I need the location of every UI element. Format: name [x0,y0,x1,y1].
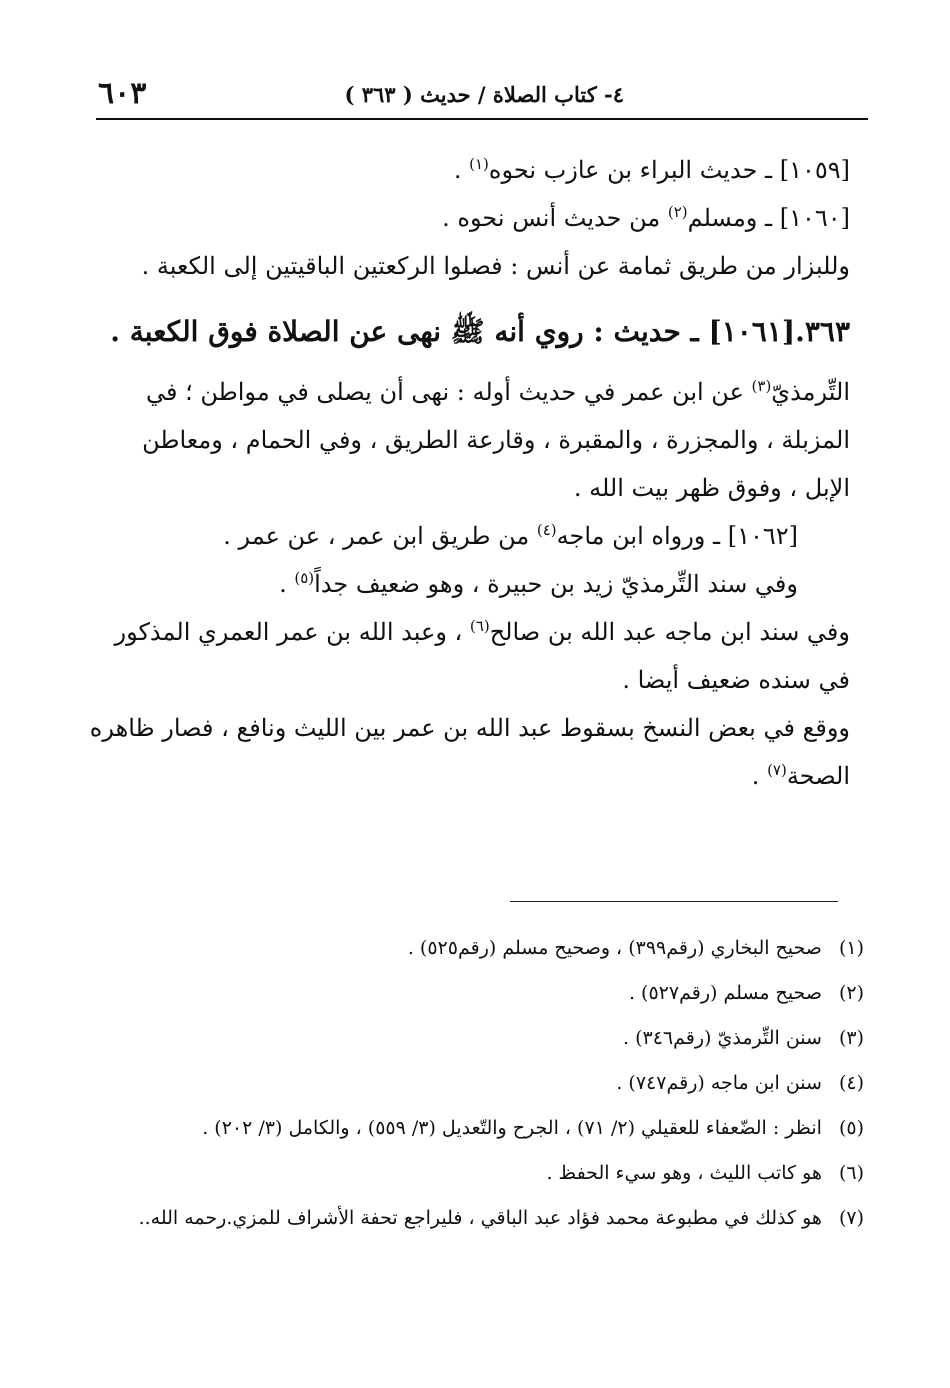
page-number: ٦٠٣ [98,76,147,111]
main-text [90,146,850,800]
paragraph-tirmidhi: التِّرمذيّ$^{(٣)}$ عن ابن عمر في حديث أوله : نهى أن يصلى في مواطن ؛ في [146,377,850,406]
text-line-1062: [١٠٦٢] ـ ورواه ابن ماجه$^{(٤)}$ من طريق ابن عمر ، عن عمر . [223,521,798,550]
footnote-ref-5: (٥) [294,569,315,587]
footnote-separator [510,901,838,902]
text-line-ibn-majah-chain: وفي سند ابن ماجه عبد الله بن صالح$^{(٦)}$ ، وعبد الله بن عمر العمري المذكور [114,617,850,646]
running-header [98,78,864,118]
header-rule [96,118,868,120]
footnote-ref-3: (٣) [751,377,772,395]
paragraph-tirmidhi-line2: المزبلة ، والمجزرة ، والمقبرة ، وقارعة الطريق ، وفي الحمام ، ومعاطن [142,426,850,454]
text-line-1060: [١٠٦٠] ـ ومسلم$^{(٢)}$ من حديث أنس نحوه . [442,203,850,232]
text-line-ibn-majah-chain-2: في سنده ضعيف أيضا . [622,666,850,694]
hadith-heading: ٣٦٣.[١٠٦١] ـ حديث : روي أنه ﷺ نهى عن الصلاة فوق الكعبة . [110,315,850,348]
footnote-4: (٤) سنن ابن ماجه (رقم٧٤٧) . [616,1072,864,1094]
text-line-bazzar: وللبزار من طريق ثمامة عن أنس : فصلوا الركعتين الباقيتين إلى الكعبة . [141,252,850,280]
footnote-5: (٥) انظر : الضّعفاء للعقيلي (٢/ ٧١) ، الجرح والتّعديل (٣/ ٥٥٩) ، والكامل (٣/ ٢٠٢) . [202,1117,864,1139]
paragraph-tirmidhi-line3: الإبل ، وفوق ظهر بيت الله . [573,474,850,502]
footnote-7: (٧) هو كذلك في مطبوعة محمد فؤاد عبد الباقي ، فليراجع تحفة الأشراف للمزي.رحمه الله.. [138,1207,864,1229]
footnote-ref-7: (٧) [767,761,787,779]
footnote-2: (٢) صحيح مسلم (رقم٥٢٧) . [628,982,864,1004]
text-line-manuscripts: ووقع في بعض النسخ بسقوط عبد الله بن عمر بين الليث ونافع ، فصار ظاهره [90,714,850,742]
footnote-1: (١) صحيح البخاري (رقم٣٩٩) ، وصحيح مسلم (رقم٥٢٥) . [407,937,864,959]
header-title: ٤- كتاب الصلاة / حديث ( ٣٦٣ ) [344,82,624,107]
text-line-manuscripts-2: الصحة$^{(٧)}$ . [751,761,850,790]
footnote-3: (٣) سنن التِّرمذيّ (رقم٣٤٦) . [623,1027,864,1049]
footnote-ref-2: (٢) [667,203,688,221]
footnotes [94,926,864,1241]
footnote-ref-1: (١) [469,155,489,173]
text-line-tirmidhi-chain: وفي سند التِّرمذيّ زيد بن حبيرة ، وهو ضعيف جداً$^{(٥)}$ . [279,569,798,598]
footnote-6: (٦) هو كاتب الليث ، وهو سيء الحفظ . [546,1162,864,1184]
footnote-ref-6: (٦) [469,617,490,635]
footnote-ref-4: (٤) [536,521,557,539]
text-line-1059: [١٠٥٩] ـ حديث البراء بن عازب نحوه$^{(١)}$ . [453,155,850,184]
